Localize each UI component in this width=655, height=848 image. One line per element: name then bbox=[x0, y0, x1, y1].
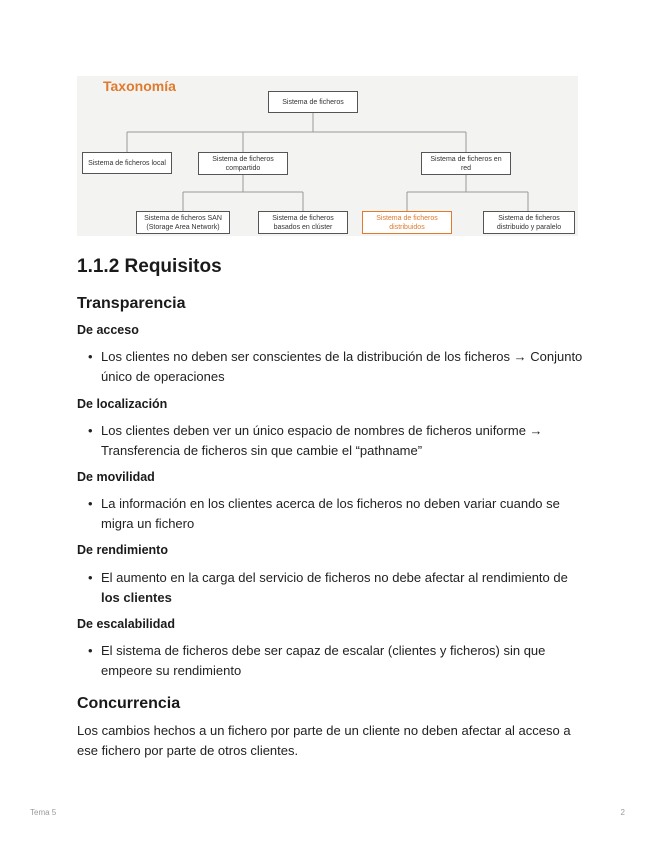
rendimiento-heading: De rendimiento bbox=[77, 543, 168, 557]
diagram-title: Taxonomía bbox=[103, 78, 176, 94]
concurrencia-paragraph: Los cambios hechos a un fichero por parte de un cliente no deben afectar al acceso a ese fichero por parte de otros clientes. bbox=[77, 723, 571, 758]
node-local: Sistema de ficheros local bbox=[82, 152, 172, 174]
rendimiento-text: El aumento en la carga del servicio de ficheros no debe afectar al rendimiento de bbox=[101, 570, 568, 585]
node-parallel: Sistema de ficheros distribuido y paralelo bbox=[483, 211, 575, 234]
movilidad-heading: De movilidad bbox=[77, 470, 155, 484]
acceso-bullet: • Los clientes no deben ser conscientes de la distribución de los ficheros → Conjunto único de operaciones bbox=[88, 349, 583, 384]
node-cluster: Sistema de ficheros basados en clúster bbox=[258, 211, 348, 234]
bullet-dot: • bbox=[88, 570, 93, 585]
node-network: Sistema de ficheros en red bbox=[421, 152, 511, 175]
section-title: 1.1.2 Requisitos bbox=[77, 256, 222, 277]
taxonomy-diagram bbox=[77, 76, 578, 236]
localizacion-bullet: • Los clientes deben ver un único espacio de nombres de ficheros uniforme → Transferencia de ficheros sin que cambie el “pathname” bbox=[88, 423, 543, 458]
footer-topic: Tema 5 bbox=[30, 808, 57, 817]
node-shared: Sistema de ficheros compartido bbox=[198, 152, 288, 175]
bullet-dot: • bbox=[88, 349, 93, 364]
transparencia-heading: Transparencia bbox=[77, 295, 186, 312]
node-root: Sistema de ficheros bbox=[268, 91, 358, 113]
escalabilidad-heading: De escalabilidad bbox=[77, 617, 175, 631]
rendimiento-bold-text: los clientes bbox=[101, 589, 172, 605]
node-san: Sistema de ficheros SAN (Storage Area Network) bbox=[136, 211, 230, 234]
concurrencia-heading: Concurrencia bbox=[77, 695, 181, 712]
page-number: 2 bbox=[620, 808, 625, 817]
bullet-dot: • bbox=[88, 423, 93, 438]
node-distributed: Sistema de ficheros distribuidos bbox=[362, 211, 452, 234]
bullet-dot: • bbox=[88, 643, 93, 658]
bullet-dot: • bbox=[88, 496, 93, 511]
movilidad-bullet: • La información en los clientes acerca de los ficheros no deben variar cuando se migra un fichero bbox=[88, 496, 560, 531]
escalabilidad-bullet: • El sistema de ficheros debe ser capaz de escalar (clientes y ficheros) sin que empeore su rendimiento bbox=[88, 643, 546, 678]
rendimiento-bullet bbox=[88, 568, 588, 607]
acceso-heading: De acceso bbox=[77, 323, 139, 337]
localizacion-heading: De localización bbox=[77, 397, 168, 411]
